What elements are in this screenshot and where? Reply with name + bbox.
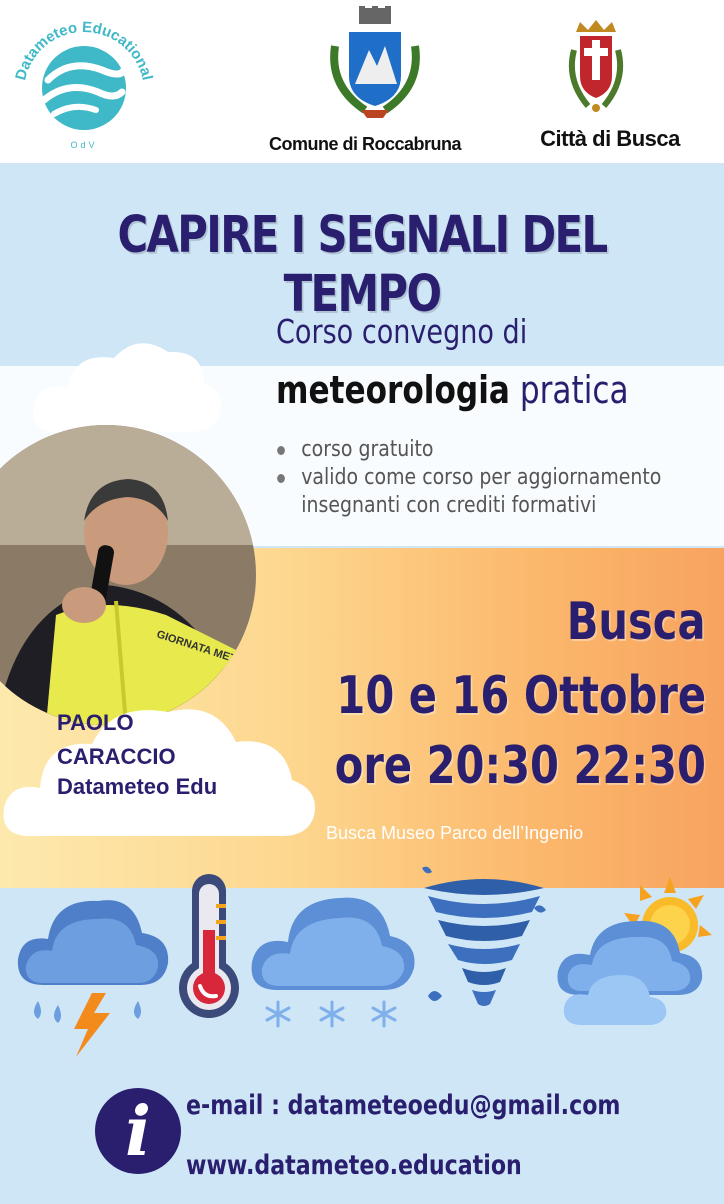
bullet-icon [277, 474, 285, 483]
sun-cloud-icon [552, 875, 714, 1050]
event-dates: 10 e 16 Ottobre [336, 666, 706, 726]
datameteo-logo-sub: OdV [70, 140, 98, 150]
course-topic: meteorologia [276, 368, 510, 412]
busca-coat-of-arms [566, 20, 626, 118]
speaker-first-name: PAOLO [57, 710, 134, 735]
snow-cloud-icon [248, 880, 418, 1040]
roccabruna-label: Comune di Roccabruna [268, 134, 462, 154]
course-heading: Corso convegno di [276, 312, 528, 351]
datameteo-logo [10, 8, 158, 156]
speaker-organization: Datameteo Edu [57, 774, 218, 799]
course-subheading [276, 368, 629, 412]
thermometer-icon [174, 870, 244, 1022]
busca-label: Città di Busca [540, 126, 680, 151]
tornado-icon [418, 866, 550, 1016]
storm-cloud-icon [14, 885, 170, 1060]
course-topic-qualifier: pratica [519, 368, 629, 412]
bullet-icon [277, 446, 285, 455]
list-item-text: valido come corso per aggiornamento [301, 465, 662, 490]
course-details-list [272, 436, 661, 520]
list-item [272, 492, 661, 520]
contact-email[interactable]: e-mail : datameteoedu@gmail.com [186, 1090, 621, 1121]
event-city: Busca [567, 592, 706, 652]
speaker-name [57, 706, 176, 774]
list-item-text: corso gratuito [301, 437, 434, 462]
speaker-last-name: CARACCIO [57, 744, 176, 769]
info-icon [95, 1088, 181, 1174]
event-venue: Busca Museo Parco dell’Ingenio [326, 823, 584, 843]
cloud-decoration [28, 332, 228, 442]
datameteo-logo-text: Datameteo Educational [12, 18, 156, 83]
list-item [272, 436, 661, 464]
vest-text: GIORNATA METEO [155, 628, 253, 671]
contact-website[interactable]: www.datameteo.education [186, 1150, 522, 1181]
event-time: ore 20:30 22:30 [334, 736, 706, 796]
roccabruna-coat-of-arms [325, 6, 425, 124]
list-item-text: insegnanti con crediti formativi [301, 493, 597, 518]
info-glyph: i [125, 1092, 151, 1172]
page-title: CAPIRE I SEGNALI DEL TEMPO [117, 206, 607, 324]
list-item [272, 464, 661, 492]
